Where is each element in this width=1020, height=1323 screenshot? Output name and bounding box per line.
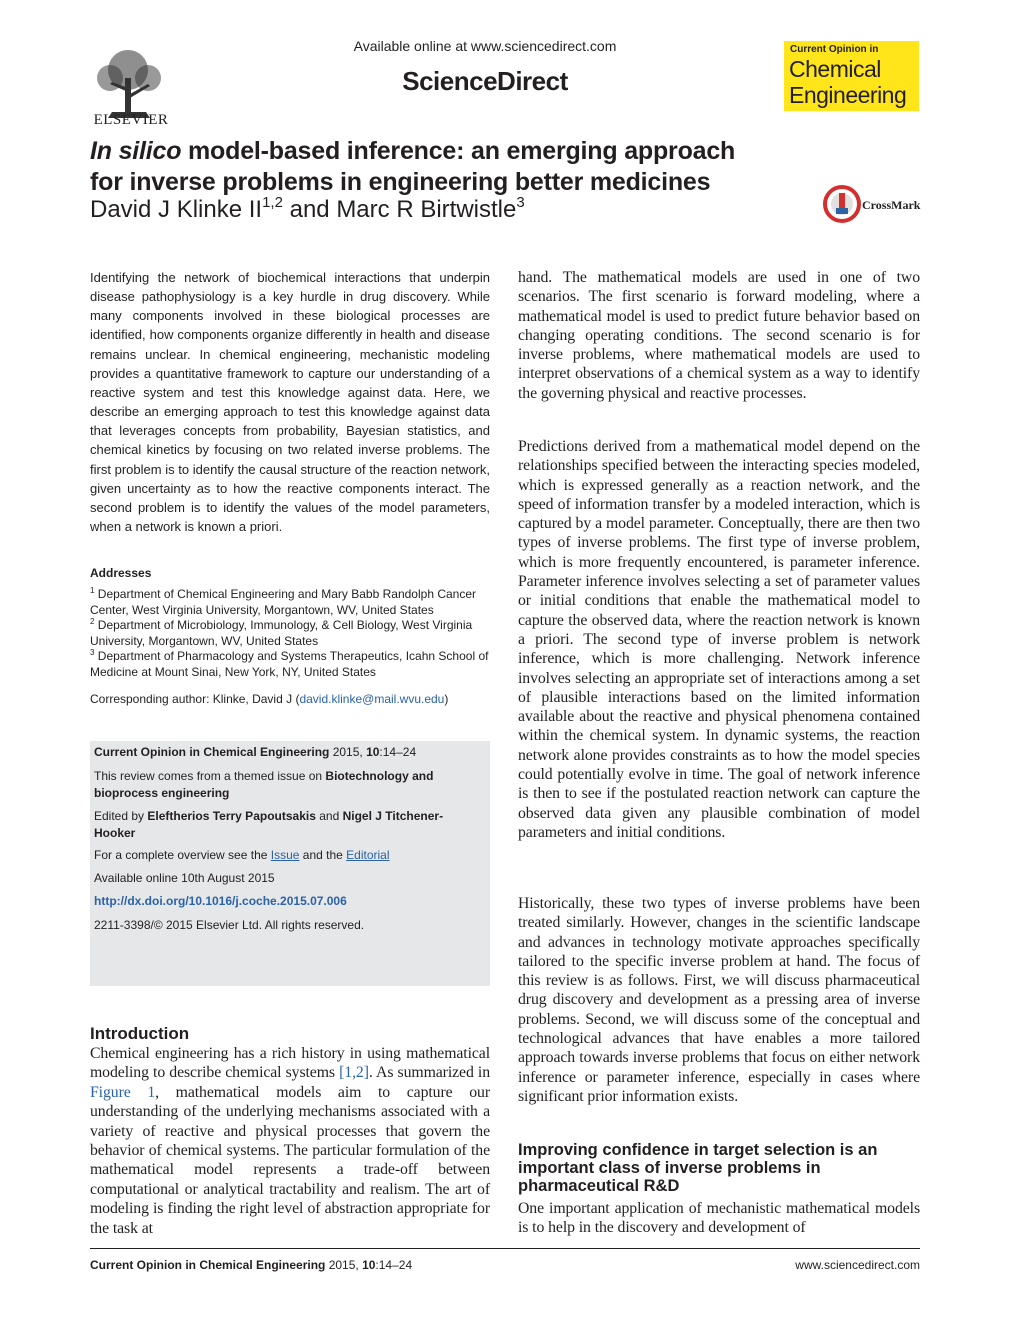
footer-journal: Current Opinion in Chemical Engineering — [90, 1258, 326, 1272]
journal-logo-line1: Chemical — [789, 56, 881, 82]
paragraph: Historically, these two types of inverse problems have been treated similarly. However, changes in the scientific landscape and advances in technology motivate approaches specifically tailored to the specific inverse problem at hand. The focus of this review is as follows. First, we will discuss pharmaceutical drug discovery and development as a pressing area of inverse problems. Second, we will discuss some of the conceptual and technological advances that have enables a more tailored approach towards inverse problems that focus on either network inference or parameter inference, especially in cases where significant prior information exists. — [518, 895, 920, 1105]
figure-link[interactable]: Figure 1 — [90, 1083, 156, 1101]
paragraph: hand. The mathematical models are used in one of two scenarios. The first scenario is forward modeling, where a mathematical model is used to predict future behavior based on changing operating conditions. The second scenario is for inverse problems, where mathematical models are used to interpret observations of a chemical system as a way to identify the governing physical and reactive processes. — [518, 269, 920, 402]
paragraph: Predictions derived from a mathematical model depend on the relationships specified between the interacting species modeled, which is expressed generally as a reaction network, and the speed of information transfer by a modeled interaction, which is captured by a model parameter. Conceptually, there are then two types of inverse problems. The first type of inverse problem, which is more frequently encountered, is parameter inference. Parameter inference involves selecting a set of parameter values or initial conditions that enable the mathematical model to capture the observed data, where the reaction network is known a priori. The second type of inverse problem is network inference, which is more challenging. Network inference involves selecting an appropriate set of interactions among a set of plausible interactions based on the limited information available about the reactive and physical phenomena contained within the chemical system. In dynamic systems, the reaction network alone provides constraints as to how the model species could potentially evolve in time. The goal of network inference is then to see if the postulated reaction network can capture the observed data given any plausible combination of model parameters and initial conditions. — [518, 438, 920, 841]
abstract: Identifying the network of biochemical interactions that underpin disease pathophysiology is a key hurdle in drug discovery. While many components involved in these biological processes are identified, how components organize differently in health and disease remains unclear. In chemical engineering, mechanistic modeling provides a quantitative framework to capture our understanding of a reactive system and test this knowledge against data. Here, we describe an emerging approach to test this knowledge against data that leverages concepts from probability, Bayesian statistics, and chemical kinetics by focusing on two related inverse problems. The first problem is to identify the causal structure of the reaction network, given uncertainty as to how the reactive components interact. The second problem is to identify the values of the model parameters, when a network is known a priori. — [90, 270, 490, 535]
info-doi — [94, 893, 480, 910]
title-line2: for inverse problems in engineering better medicines — [90, 168, 711, 196]
addresses-heading: Addresses — [90, 566, 152, 580]
email-link[interactable]: david.klinke@mail.wvu.edu — [299, 692, 445, 706]
footer-divider — [90, 1248, 920, 1249]
info-edited-and: and — [315, 809, 343, 823]
footer-year: 2015, — [325, 1258, 363, 1272]
journal-logo-title — [789, 56, 906, 108]
publisher-name: ELSEVIER — [93, 112, 169, 128]
address-text: Department of Pharmacology and Systems Therapeutics, Icahn School of Medicine at Mount Sinai, New York, NY, United States — [90, 649, 489, 679]
intro-text: . As summarized in — [368, 1064, 491, 1082]
info-theme-name: Biotechnology and bioprocess engineering — [94, 769, 434, 800]
paragraph: One important application of mechanistic mathematical models is to help in the discovery and development of — [518, 1200, 920, 1237]
info-editors — [94, 808, 480, 842]
info-pages: :14–24 — [379, 745, 417, 759]
address-sup: 1 — [90, 586, 95, 595]
address-3 — [90, 645, 490, 681]
title-italic: In silico — [90, 137, 182, 165]
info-overview — [94, 847, 480, 864]
info-available: Available online 10th August 2015 — [94, 871, 275, 885]
info-volume: 10 — [366, 745, 380, 759]
info-overview-and: and the — [299, 848, 347, 862]
introduction-body — [90, 1044, 490, 1238]
corresponding-author — [90, 692, 490, 706]
footer-pages: :14–24 — [375, 1258, 413, 1272]
info-editor-2: Nigel J Titchener-Hooker — [94, 809, 444, 840]
corresponding-prefix: Corresponding author: Klinke, David J ( — [90, 692, 300, 706]
author-2-affil: 3 — [516, 194, 525, 211]
info-copyright: 2211-3398/© 2015 Elsevier Ltd. All rights reserved. — [94, 918, 365, 932]
doi-link[interactable]: http://dx.doi.org/10.1016/j.coche.2015.07.006 — [94, 894, 347, 908]
introduction-heading: Introduction — [90, 1024, 190, 1043]
intro-text: , mathematical models aim to capture our understanding of the underlying mechanisms associated with a variety of reactive and physical processes that govern the behavior of chemical systems. The particular formulation of the mathematical model represents a trade-off between computational or analytical tractability and realism. The art of modeling is finding the right level of abstraction appropriate for the task at — [90, 1083, 490, 1237]
corresponding-suffix: ) — [444, 692, 449, 706]
intro-text: Chemical engineering has a rich history in using mathematical modeling to describe chemical systems — [90, 1045, 490, 1082]
editorial-link[interactable]: Editorial — [346, 848, 390, 862]
issue-link[interactable]: Issue — [270, 848, 300, 862]
title-line1: model-based inference: an emerging approach — [181, 137, 736, 165]
info-theme-prefix: This review comes from a themed issue on — [94, 769, 326, 783]
footer-citation — [90, 1258, 412, 1272]
authors — [90, 196, 790, 224]
address-text: Department of Chemical Engineering and Mary Babb Randolph Cancer Center, West Virginia University, Morgantown, WV, United States — [90, 587, 477, 617]
info-journal-name: Current Opinion in Chemical Engineering — [94, 745, 330, 759]
author-1-affil: 1,2 — [262, 194, 283, 211]
info-theme — [94, 768, 480, 802]
journal-logo-small: Current Opinion in — [790, 44, 879, 55]
citation-link[interactable]: [1,2] — [339, 1064, 369, 1082]
article-title — [90, 136, 810, 198]
crossmark-label: CrossMark — [862, 198, 921, 212]
info-year: 2015, — [329, 745, 367, 759]
section-heading: Improving confidence in target selection is an important class of inverse problems in pharmaceutical R&D — [518, 1141, 878, 1195]
author-1: David J Klinke II — [90, 196, 263, 223]
article-info-box — [90, 741, 490, 986]
info-journal-ref — [94, 744, 480, 761]
info-editor-1: Eleftherios Terry Papoutsakis — [147, 809, 316, 823]
author-2: and Marc R Birtwistle — [282, 196, 517, 223]
journal-logo-box — [784, 41, 919, 111]
info-edited-prefix: Edited by — [94, 809, 148, 823]
footer-website: www.sciencedirect.com — [795, 1258, 920, 1272]
address-sup: 2 — [90, 617, 95, 626]
info-overview-prefix: For a complete overview see the — [94, 848, 271, 862]
address-text: Department of Microbiology, Immunology, & Cell Biology, West Virginia University, Morgantown, WV, United States — [90, 618, 473, 648]
journal-logo-line2: Engineering — [789, 82, 907, 108]
footer-volume: 10 — [362, 1258, 376, 1272]
available-online-text: Available online at www.sciencedirect.com — [353, 38, 617, 54]
address-sup: 3 — [90, 648, 95, 657]
sciencedirect-logo-text: ScienceDirect — [402, 66, 568, 96]
